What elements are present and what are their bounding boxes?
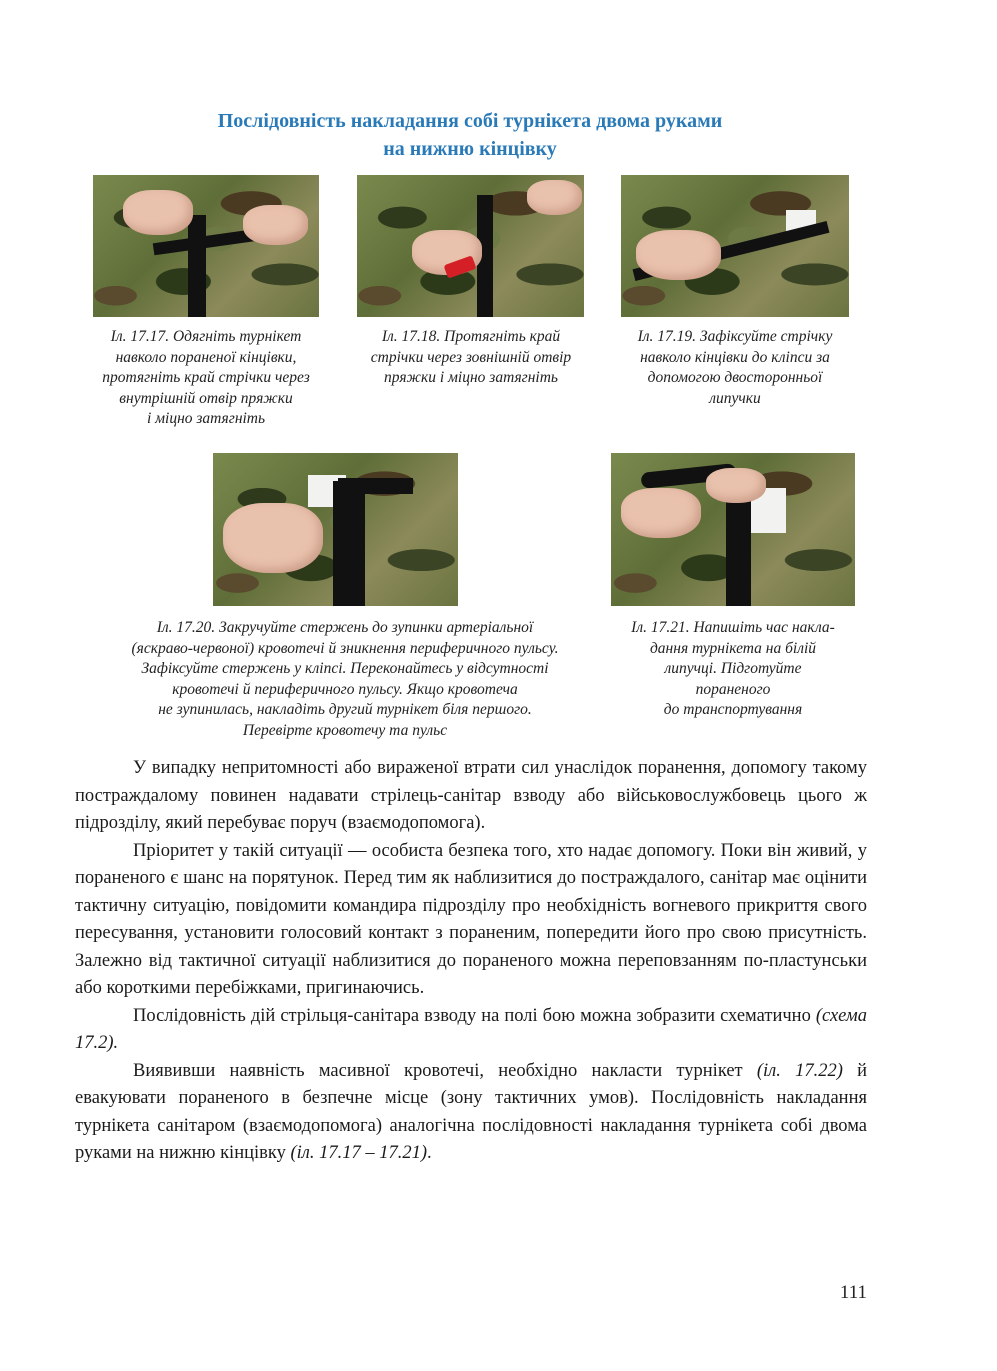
page-title xyxy=(120,107,820,163)
title-line-1: Послідовність накладання собі турнікета двома руками xyxy=(217,110,723,132)
figure-reference-17-17-17-21: (іл. 17.17 – 17.21) xyxy=(290,1143,428,1163)
paragraph-3: Послідовність дій стрільця-санітара взводу на полі бою можна зобразити схематично (схема 17.2). xyxy=(75,1005,867,1053)
page-number: 111 xyxy=(839,1282,867,1303)
figure-17-17-photo xyxy=(93,175,319,317)
figure-17-18-caption: Іл. 17.18. Протягніть край стрічки через зовнішній отвір пряжки і міцно затягніть xyxy=(370,328,572,386)
figure-reference-17-22: (іл. 17.22) xyxy=(756,1060,843,1081)
body-text xyxy=(75,755,867,1168)
figure-17-17-caption: Іл. 17.17. Одягніть турнікет навколо пораненої кінцівки, протягніть край стрічки через внутрішній отвір пряжки і міцно затягніть xyxy=(102,328,310,427)
title-line-2: на нижню кінцівку xyxy=(383,138,557,160)
figure-17-21-photo xyxy=(611,453,855,606)
figure-17-20-photo xyxy=(213,453,458,606)
paragraph-1: У випадку непритомності або вираженої втрати сил унаслідок поранення, допомогу такому постраждалому повинен надавати стрілець-санітар взводу або військовослужбовець цього ж підрозділу, який перебуває поруч (взаємодопомога). xyxy=(75,758,867,833)
figure-17-21-caption: Іл. 17.21. Напишіть час накла- дання турнікета на білій липучці. Підготуйте пораненого до транспортування xyxy=(631,619,835,718)
figure-17-20-caption: Іл. 17.20. Закручуйте стержень до зупинки артеріальної (яскраво-червоної) кровотечі й зникнення периферичного пульсу. Зафіксуйте стержень у кліпсі. Переконайтесь у відсутності кровотечі й периферичного пульсу. Якщо кровотеча не зупинилась, накладіть другий турнікет біля першого. Перевірте кровотечу та пульс xyxy=(131,619,559,739)
scheme-reference: (схема 17.2). xyxy=(75,1005,867,1053)
figure-17-19-photo xyxy=(621,175,849,317)
figure-17-18-photo xyxy=(357,175,584,317)
paragraph-2: Пріоритет у такій ситуації — особиста безпека того, хто надає допомогу. Поки він живий, у пораненого є шанс на порятунок. Перед тим як наблизитися до постраждалого, санітар має оцінити тактичну ситуацію, повідомити командира підрозділу про необхідність вогневого прикриття свого пересування, установити голосовий контакт з пораненим, попередити його про свою присутність. Залежно від тактичної ситуації наблизитися до пораненого можна переповзанням по-пластунськи або короткими перебіжками, пригинаючись. xyxy=(75,840,867,998)
paragraph-4: Виявивши наявність масивної кровотечі, необхідно накласти турнікет (іл. 17.22) й евакуювати пораненого в безпечне місце (зону тактичних умов). Послідовність накладання турнікета санітаром (взаємодопомога) аналогічна послідовності накладання турнікета собі двома руками на нижню кінцівку (іл. 17.17 – 17.21). xyxy=(75,1060,868,1163)
figure-17-19-caption: Іл. 17.19. Зафіксуйте стрічку навколо кінцівки до кліпси за допомогою двосторонньої липучки xyxy=(637,328,833,407)
